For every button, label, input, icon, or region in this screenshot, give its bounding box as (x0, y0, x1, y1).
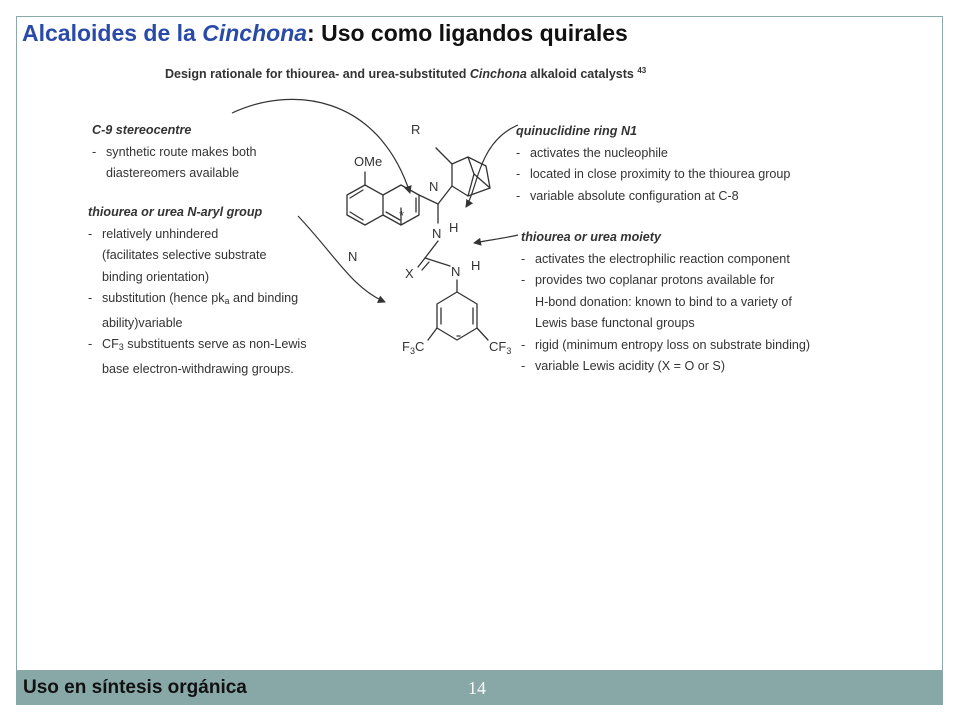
moiety-item-2-cont-1: H-bond donation: known to bind to a variety of (535, 294, 792, 309)
r-bond (436, 148, 452, 164)
caption-ref: 43 (637, 66, 647, 75)
quin-item-2: - located in close proximity to the thiourea group (516, 164, 790, 186)
aryl-item-2-post: and binding (229, 291, 299, 305)
aryl-item-2-pre: substitution (hence pk (102, 291, 225, 305)
footer-label: Uso en síntesis orgánica (23, 677, 247, 698)
quin-item-3: - variable absolute configuration at C-8 (516, 186, 790, 208)
bond (386, 212, 400, 220)
cf3-left-c: C (414, 339, 425, 354)
aryl-item-2-cont: ability)variable (102, 315, 183, 330)
c9-head: C-9 stereocentre (92, 123, 192, 137)
moiety-item-1: - activates the electrophilic reaction component (521, 249, 810, 271)
cf3-left-3: 3 (409, 346, 415, 356)
cf3-left-bond (428, 328, 437, 340)
ome-label: OMe (354, 154, 383, 169)
cf3-right-bond (477, 328, 488, 340)
nh2-n-label: N (451, 264, 461, 279)
aryl-head: thiourea or urea N-aryl group (88, 205, 263, 219)
caption-post: alkaloid catalysts (526, 67, 638, 82)
title-part-1: Alcaloides de la (22, 20, 203, 46)
arrow-aryl (298, 216, 385, 302)
n-c-bond (425, 241, 438, 258)
arrow-moiety (474, 235, 518, 243)
quinuclidine-cage (452, 157, 490, 196)
c9-c8-bond (438, 186, 452, 204)
title-part-cinchona: Cinchona (202, 20, 308, 46)
r-label: R (411, 122, 421, 137)
caption-pre: Design rationale for thiourea- and urea-substituted (165, 67, 470, 82)
c-x-bond-2 (422, 262, 429, 270)
cf3-left-label (402, 339, 424, 356)
bond (350, 190, 363, 198)
aryl-item-3-cont: base electron-withdrawing groups. (102, 361, 294, 376)
cf3-right-3: 3 (506, 346, 512, 356)
aryl-item-2-sub: a (224, 296, 230, 306)
aryl-ring (437, 292, 477, 340)
bond (468, 174, 474, 196)
aryl-item-3-sub: 3 (118, 342, 124, 352)
stereo-star: * (399, 208, 405, 223)
bond (350, 212, 363, 220)
aryl-item-1: - relatively unhindered (88, 224, 307, 246)
moiety-item-2: - provides two coplanar protons available for (521, 270, 810, 292)
aryl-item-1-cont-1: (facilitates selective substrate (102, 248, 267, 262)
aryl-item-3-post: substituents serve as non-Lewis (123, 337, 307, 351)
quinuclidine-n-label: N (429, 179, 439, 194)
footer-bar (16, 671, 943, 705)
nh1-n-label: N (432, 226, 442, 241)
caption-italic: Cinchona (469, 67, 527, 82)
c9-item-1-cont: diastereomers available (106, 166, 240, 180)
nh1-h-label: H (449, 220, 459, 235)
quinoline-n-label: N (348, 249, 358, 264)
moiety-item-2-cont-2: Lewis base functonal groups (535, 316, 695, 330)
quin-head: quinuclidine ring N1 (516, 124, 638, 138)
quinoline-benzo-ring (347, 185, 383, 225)
c9-item-1: - synthetic route makes both (92, 142, 257, 164)
cf3-left-f: F (402, 339, 410, 354)
c-x-bond (418, 258, 425, 267)
title-part-2: : Uso como ligandos quirales (307, 20, 628, 46)
cf3-right-cf: CF (489, 339, 507, 354)
arrow-c9 (232, 99, 410, 193)
quin-item-1: - activates the nucleophile (516, 143, 790, 165)
aryl-item-3-pre: CF (102, 337, 119, 351)
moiety-head: thiourea or urea moiety (521, 230, 661, 244)
x-label: X (405, 266, 414, 281)
moiety-item-3: - rigid (minimum entropy loss on substrate binding) (521, 335, 810, 357)
page-number: 14 (468, 678, 486, 698)
c4-c9-bond (419, 195, 438, 204)
nh2-h-label: H (471, 258, 481, 273)
cf3-right-label (489, 339, 511, 356)
aryl-item-1-cont-2: binding orientation) (102, 269, 210, 284)
arrow-quin (466, 125, 518, 207)
moiety-item-4: - variable Lewis acidity (X = O or S) (521, 356, 810, 378)
